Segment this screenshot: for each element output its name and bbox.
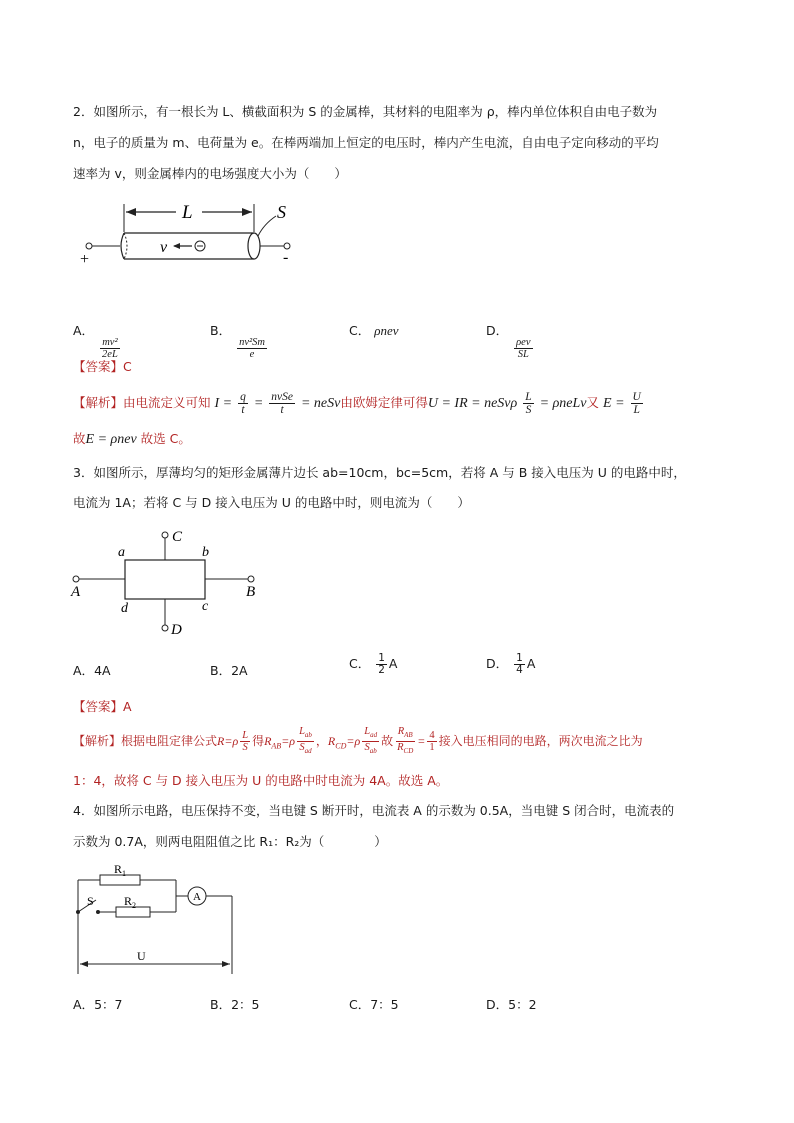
q2-figure-metal-rod	[78, 196, 308, 274]
q2-option-c[interactable]	[349, 321, 399, 339]
q2-option-c-text: ρnev	[374, 323, 399, 338]
q3-option-c-label: C．	[349, 656, 371, 671]
q3-terminal-D	[162, 625, 168, 631]
q3-fig-label-D: D	[171, 622, 182, 638]
q4-option-c-text: 7：5	[370, 997, 399, 1012]
q3-option-d-fraction: $\frac{1}{4}$	[516, 652, 523, 676]
q2-option-b[interactable]	[210, 321, 269, 360]
q2-analysis-line-1: 【解析】由电流定义可知 I = $\frac{q}{t}$ = $\frac{\text{nvSe}}{t}$ = neSv由欧姆定律可得U = IR = neSvρ $\frac{L}{S}$ = ρneLv又 E = $\frac{U}{L}$	[73, 391, 641, 416]
q3-fig-label-c: c	[202, 599, 209, 614]
q4-fig-label-A: A	[193, 891, 201, 903]
q3-fig-label-A: A	[71, 584, 81, 600]
q2-fig-plus: +	[80, 251, 90, 268]
q3-option-b-label: B．	[210, 663, 232, 678]
q4-figure-circuit	[70, 860, 240, 978]
q4-fig-label-R2: $R_2$	[124, 894, 137, 910]
q3-option-d-label: D．	[486, 656, 509, 671]
q4-option-c-label: C．	[349, 997, 371, 1012]
q2-fig-label-v: v	[160, 239, 168, 256]
q2-left-terminal	[86, 243, 92, 249]
q3-option-a[interactable]	[73, 661, 111, 679]
q3-answer-label: 【答案】	[73, 699, 124, 714]
q2-fig-minus: -	[283, 249, 289, 266]
q3-fig-label-b: b	[202, 545, 209, 560]
q2-option-a-label: A．	[73, 323, 95, 338]
q2-stem-line-2: n，电子的质量为 m、电荷量为 e。在棒两端加上恒定的电压时，棒内产生电流，自由电子定向移动的平均	[73, 135, 659, 150]
q3-figure-metal-sheet	[66, 522, 272, 640]
q3-option-a-label: A．	[73, 663, 95, 678]
q4-option-a-label: A．	[73, 997, 95, 1012]
q3-terminal-A	[73, 576, 79, 582]
q4-option-a[interactable]	[73, 995, 122, 1013]
q3-analysis-line-1: 【解析】根据电阻定律公式R=ρ $\frac{L}{S}$ 得$R_{AB}=\rho$ $\frac{L_{ab}}{S_{ad}}$ ，$R_{CD}=\rho$ $\frac{L_{ad}}{S_{ab}}$ 故 $\frac{R_{AB}}{R_{CD}}$ = $\frac{4}{1}$ 接入电压相同的电路，两次电流之比为	[73, 726, 643, 756]
q3-sheet-rect	[125, 560, 205, 599]
q4-fig-label-R1: $R_1$	[114, 862, 127, 878]
q3-option-a-text: 4A	[94, 663, 111, 678]
q2-answer-value: C	[123, 359, 132, 374]
q2-option-c-label: C．	[349, 323, 371, 338]
q4-stem-line-1: 4．如图所示电路，电压保持不变，当电键 S 断开时，电流表 A 的示数为 0.5A，当电键 S 闭合时，电流表的	[73, 803, 675, 818]
q4-resistor-R1	[100, 875, 140, 885]
q3-option-b[interactable]	[210, 661, 248, 679]
q4-option-b[interactable]	[210, 995, 259, 1013]
q4-option-b-label: B．	[210, 997, 232, 1012]
q3-option-d[interactable]: D． $\frac{1}{4}$ A	[486, 652, 536, 676]
q2-fig-label-L: L	[182, 202, 193, 223]
q3-analysis-line-2: 1：4，故将 C 与 D 接入电压为 U 的电路中时电流为 4A。故选 A。	[73, 773, 449, 788]
q3-option-c[interactable]: C． $\frac{1}{2}$ A	[349, 652, 398, 676]
q3-answer-value: A	[123, 699, 132, 714]
q3-terminal-B	[248, 576, 254, 582]
q2-option-d[interactable]	[486, 321, 535, 360]
q2-option-a[interactable]	[73, 321, 122, 360]
q2-stem-line-1: 2．如图所示，有一根长为 L、横截面积为 S 的金属棒，其材料的电阻率为 ρ，棒内单位体积自由电子数为	[73, 104, 658, 119]
q4-option-d[interactable]	[486, 995, 537, 1013]
q3-option-b-text: 2A	[231, 663, 248, 678]
q3-answer	[73, 697, 132, 715]
q2-stem-line-3: 速率为 v，则金属棒内的电场强度大小为（ ）	[73, 166, 347, 181]
q4-fig-label-S: S	[87, 894, 94, 908]
q3-fig-label-d: d	[121, 601, 128, 616]
q2-option-a-fraction: $\frac{\text{mv²}}{2eL}$	[102, 337, 118, 360]
q4-stem-line-2: 示数为 0.7A，则两电阻阻值之比 R₁：R₂为（ ）	[73, 834, 387, 849]
q2-option-b-fraction: $\frac{\text{nv²Sm}}{e}$	[239, 337, 265, 360]
q2-option-d-fraction: $\frac{\text{ρev}}{SL}$	[516, 337, 531, 360]
q4-fig-label-U: U	[137, 949, 146, 963]
q4-option-b-text: 2：5	[231, 997, 260, 1012]
q3-stem-line-2: 电流为 1A；若将 C 与 D 接入电压为 U 的电路中时，则电流为（ ）	[73, 495, 470, 510]
q2-option-b-label: B．	[210, 323, 232, 338]
q2-answer-label: 【答案】	[73, 359, 124, 374]
q2-fig-label-S: S	[277, 202, 286, 222]
q2-option-d-label: D．	[486, 323, 509, 338]
q3-fig-label-C: C	[172, 529, 183, 545]
q4-option-a-text: 5：7	[94, 997, 123, 1012]
q3-fig-label-a: a	[118, 545, 125, 560]
q4-option-d-label: D．	[486, 997, 509, 1012]
q4-option-c[interactable]	[349, 995, 399, 1013]
q3-stem-line-1: 3．如图所示，厚薄均匀的矩形金属薄片边长 ab=10cm，bc=5cm，若将 A 与 B 接入电压为 U 的电路中时，	[73, 465, 686, 480]
q3-option-c-fraction: $\frac{1}{2}$	[378, 652, 385, 676]
q3-terminal-C	[162, 532, 168, 538]
q3-fig-label-B: B	[246, 584, 256, 600]
q2-answer	[73, 357, 132, 375]
q4-option-d-text: 5：2	[508, 997, 537, 1012]
q2-analysis-line-2: 故E = ρnev 故选 C。	[73, 431, 191, 447]
